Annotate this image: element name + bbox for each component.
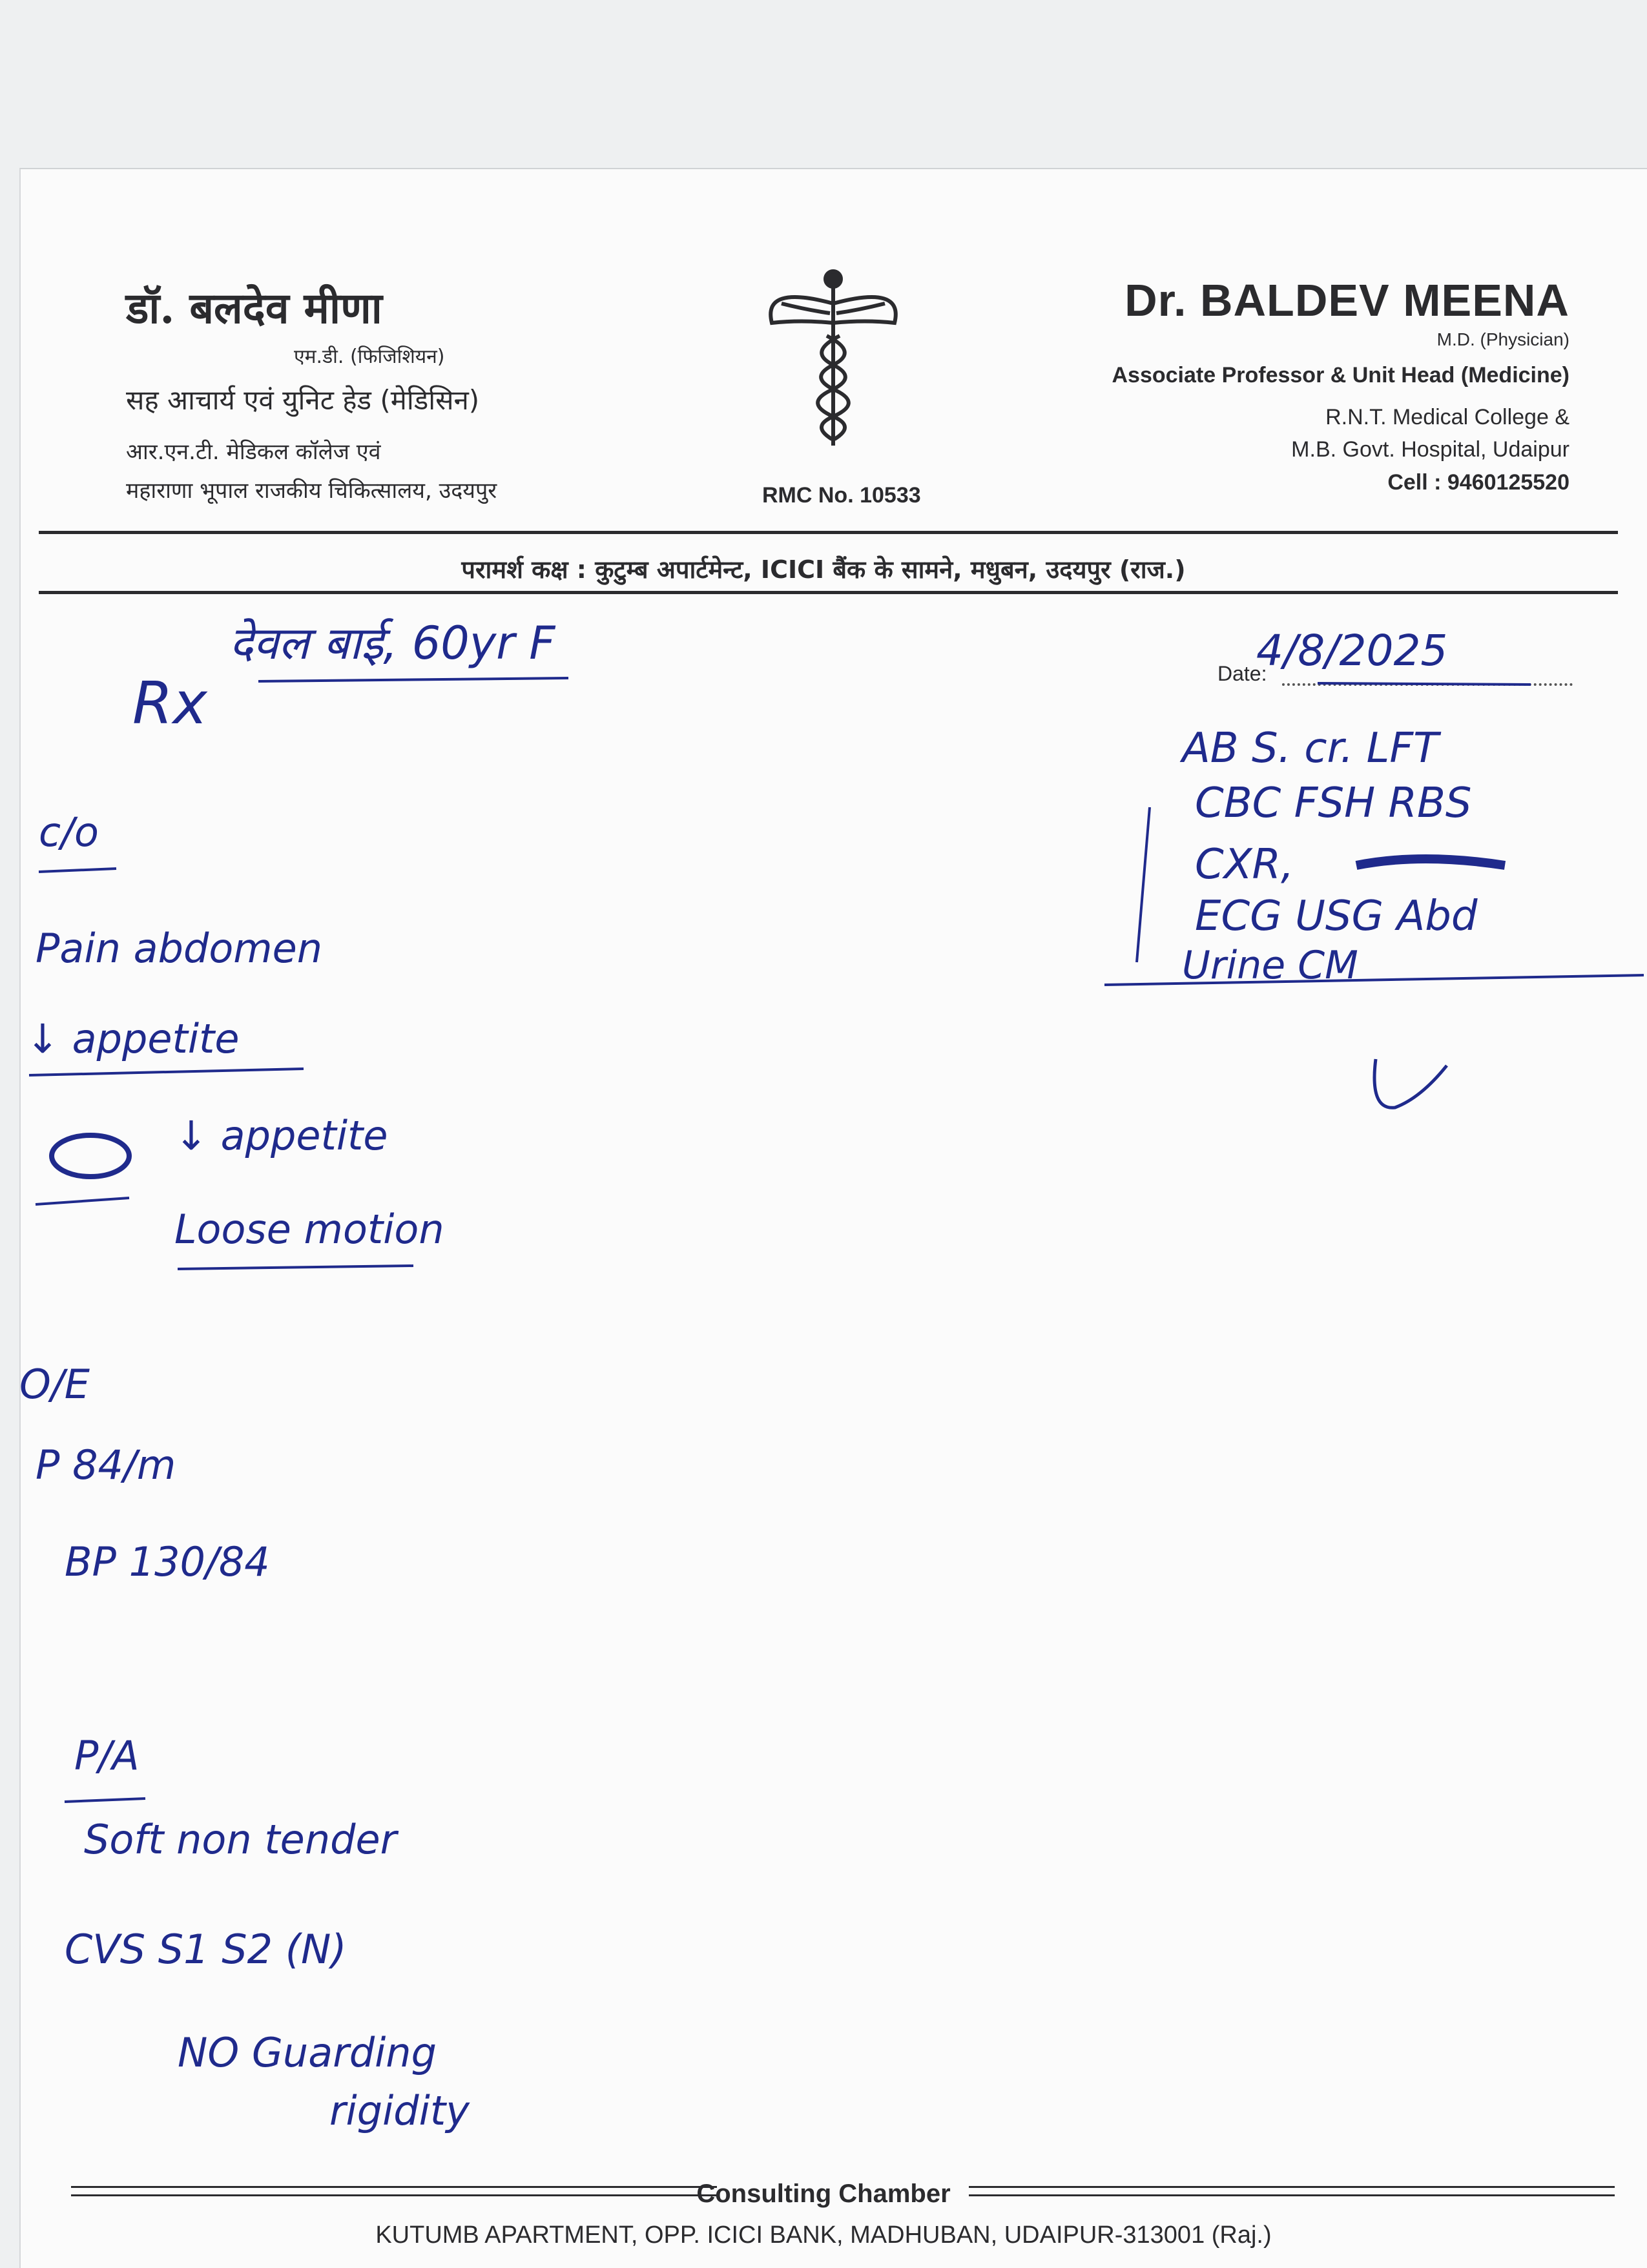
- complaint-2: ↓ appetite: [26, 1015, 240, 1062]
- college-hindi-line-2: महाराणा भूपाल राजकीय चिकित्सालय, उदयपुर: [126, 478, 497, 504]
- investigation-4: ECG USG Abd: [1195, 892, 1478, 940]
- patient-underline: [258, 678, 568, 681]
- doctor-degree-english: M.D. (Physician): [1436, 329, 1569, 349]
- complaint-1: Pain abdomen: [36, 925, 323, 972]
- doctor-cell-number: Cell : 9460125520: [1387, 470, 1569, 495]
- prescription-date: 4/8/2025: [1256, 626, 1448, 675]
- cvs-note-2: rigidity: [329, 2087, 470, 2134]
- pa-heading: P/A: [74, 1732, 140, 1779]
- rx-symbol: Rx: [132, 670, 207, 737]
- college-hindi-line-1: आर.एन.टी. मेडिकल कॉलेज एवं: [126, 439, 381, 465]
- doctor-title-english: Associate Professor & Unit Head (Medicine): [1112, 363, 1569, 387]
- investigation-bracket: [1137, 807, 1150, 962]
- doctor-title-hindi: सह आचार्य एवं युनिट हेड (मेडिसिन): [126, 384, 480, 416]
- doctor-degree-hindi: एम.डी. (फिजिशियन): [294, 345, 445, 368]
- cvs-finding: CVS S1 S2 (N): [65, 1926, 347, 1973]
- college-english-line-2: M.B. Govt. Hospital, Udaipur: [1291, 437, 1569, 462]
- investigation-2: CBC FSH RBS: [1195, 779, 1472, 827]
- college-english-line-1: R.N.T. Medical College &: [1325, 405, 1569, 429]
- complaints-heading: c/o: [39, 809, 99, 856]
- date-underline: [1318, 683, 1531, 685]
- patient-name: देवल बाई, 60yr F: [229, 617, 555, 670]
- pa-finding: Soft non tender: [84, 1816, 397, 1863]
- footer-address: KUTUMB APARTMENT, OPP. ICICI BANK, MADHUBAN, UDAIPUR-313001 (Raj.): [375, 2222, 1272, 2249]
- investigation-3: CXR,: [1195, 841, 1294, 889]
- struck-investigation: [1356, 859, 1505, 865]
- complaint-3: ↓ appetite: [174, 1112, 388, 1159]
- oe-bp: BP 130/84: [65, 1538, 270, 1585]
- rmc-number: RMC No. 10533: [762, 483, 921, 508]
- doctor-name-english: Dr. BALDEV MEENA: [1124, 275, 1569, 325]
- footer-consulting-chamber: Consulting Chamber: [696, 2180, 951, 2208]
- oe-pulse: P 84/m: [36, 1441, 176, 1489]
- investigation-1: AB S. cr. LFT: [1182, 725, 1439, 772]
- doctor-name-hindi: डॉ. बलदेव मीणा: [126, 283, 382, 333]
- complaint-4: Loose motion: [174, 1206, 444, 1253]
- investigation-5: Urine CM: [1182, 943, 1358, 988]
- consulting-address-hindi: परामर्श कक्ष : कुटुम्ब अपार्टमेन्ट, ICICI बैंक के सामने, मधुबन, उदयपुर (राज.): [461, 555, 1186, 584]
- cvs-note-1: NO Guarding: [178, 2029, 437, 2076]
- scribble-mark: [52, 1135, 129, 1177]
- signature: [1374, 1059, 1447, 1108]
- oe-heading: O/E: [19, 1361, 90, 1408]
- date-label: Date:: [1217, 662, 1267, 685]
